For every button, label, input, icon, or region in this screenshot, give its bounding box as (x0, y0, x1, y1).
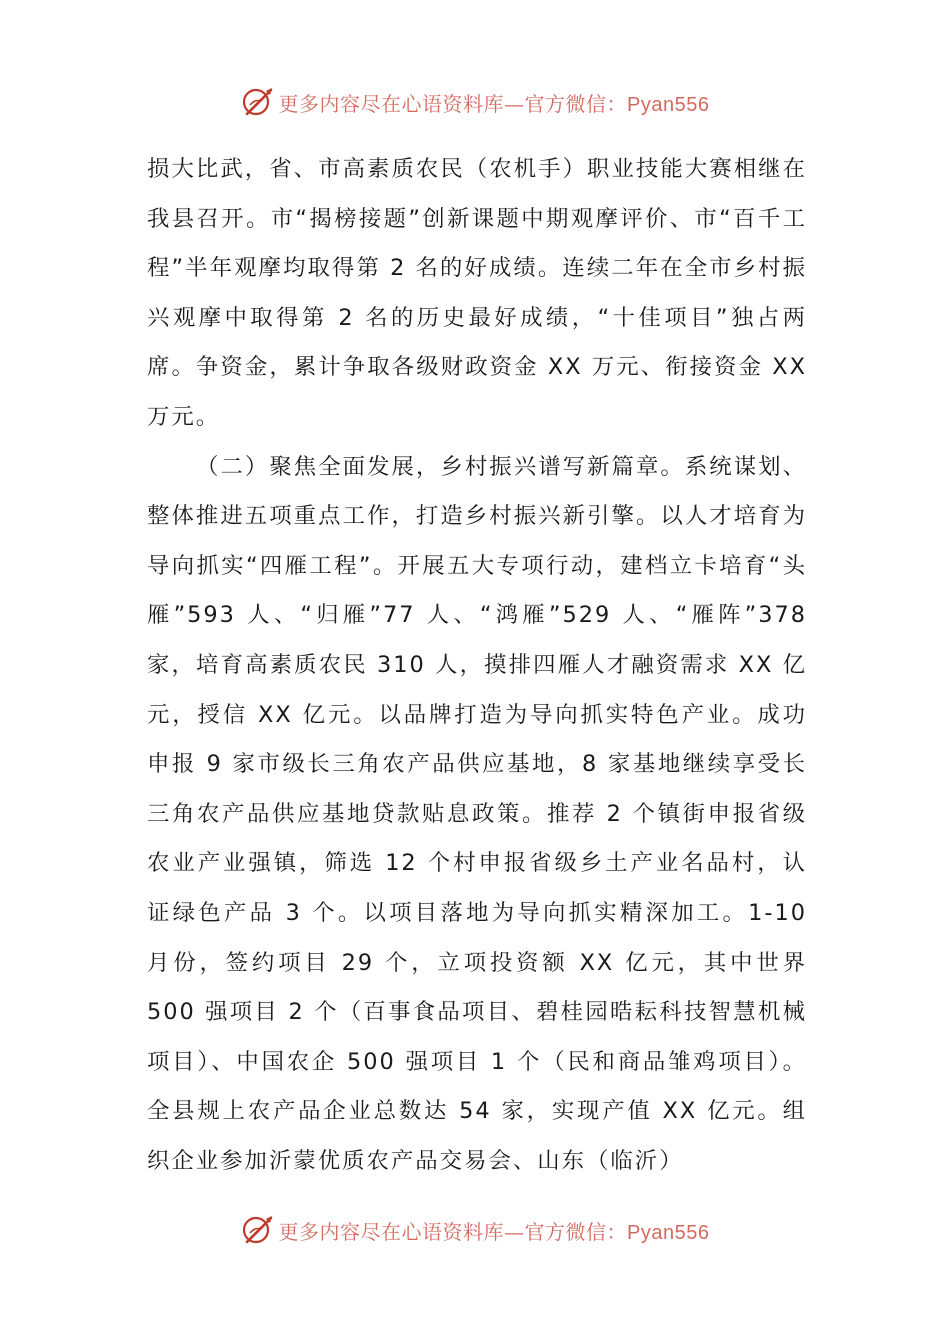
header-site-text (279, 88, 710, 117)
footer-banner (0, 1210, 950, 1250)
document-body (147, 145, 807, 1186)
header-banner (0, 82, 950, 122)
footer-wechat-id: Pyan556 (627, 1221, 710, 1244)
pen-logo-icon (241, 85, 275, 119)
pen-logo-icon (241, 1213, 275, 1247)
footer-site-text (279, 1216, 710, 1245)
paragraph-1: 损大比武，省、市高素质农民（农机手）职业技能大赛相继在我县召开。市“揭榜接题”创新课题中期观摩评价、市“百千工程”半年观摩均取得第 2 名的好成绩。连续二年在全市乡村振兴观摩中取得第 2 名的历史最好成绩，“十佳项目”独占两席。争资金，累计争取各级财政资金 XX 万元、衔接资金 XX 万元。 (147, 156, 807, 430)
footer-site-label: 更多内容尽在心语资料库—官方微信： (278, 1219, 628, 1244)
header-wechat-id: Pyan556 (627, 93, 710, 116)
header-site-label: 更多内容尽在心语资料库—官方微信： (278, 91, 628, 116)
paragraph-2: （二）聚焦全面发展，乡村振兴谱写新篇章。系统谋划、整体推进五项重点工作，打造乡村振兴新引擎。以人才培育为导向抓实“四雁工程”。开展五大专项行动，建档立卡培育“头雁”593 人、“归雁”77 人、“鸿雁”529 人、“雁阵”378 家，培育高素质农民 310 人，摸排四雁人才融资需求 XX 亿元，授信 XX 亿元。以品牌打造为导向抓实特色产业。成功申报 9 家市级长三角农产品供应基地，8 家基地继续享受长三角农产品供应基地贷款贴息政策。推荐 2 个镇街申报省级农业产业强镇，筛选 12 个村申报省级乡土产业名品村，认证绿色产品 3 个。以项目落地为导向抓实精深加工。1-10 月份，签约项目 29 个，立项投资额 XX 亿元，其中世界 500 强项目 2 个（百事食品项目、碧桂园晧耘科技智慧机械项目）、中国农企 500 强项目 1 个（民和商品雏鸡项目）。全县规上农产品企业总数达 54 家，实现产值 XX 亿元。组织企业参加沂蒙优质农产品交易会、山东（临沂） (147, 453, 807, 1174)
